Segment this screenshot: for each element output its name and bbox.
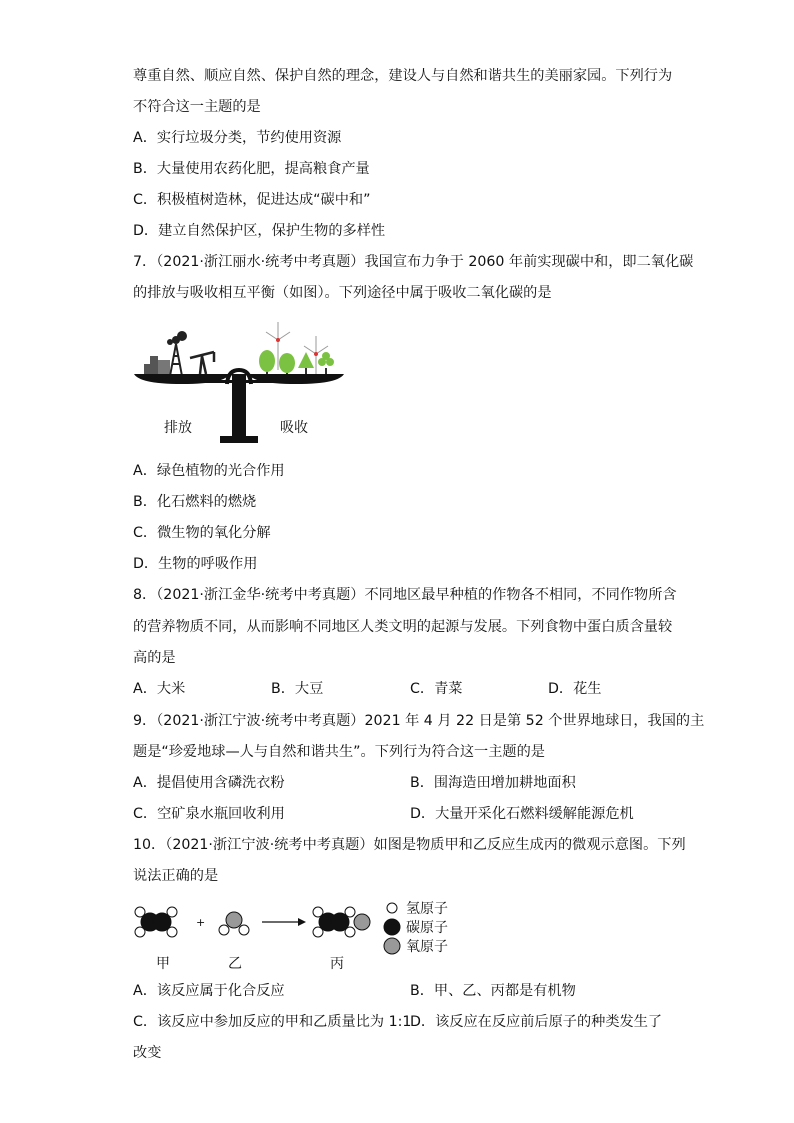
left-pan-label: 排放 xyxy=(164,420,192,436)
q6-option-c: C．积极植树造林，促进达成“碳中和” xyxy=(133,192,371,208)
balance-base xyxy=(220,436,258,443)
legend-carbon-swatch xyxy=(384,919,400,935)
q10-option-a: A．该反应属于化合反应 xyxy=(133,983,285,999)
q6-stem-line-2: 不符合这一主题的是 xyxy=(133,99,261,115)
q9-stem-line-2: 题是“珍爱地球—人与自然和谐共生”。下列行为符合这一主题的是 xyxy=(133,744,545,760)
q10-option-c: C．该反应中参加反应的甲和乙质量比为 1:1 xyxy=(133,1014,412,1030)
smoke-icon xyxy=(167,331,187,345)
molecule-bing xyxy=(313,907,370,937)
label-bing: 丙 xyxy=(330,956,344,972)
q10-option-d: D．该反应在反应前后原子的种类发生了 xyxy=(410,1014,663,1030)
label-yi: 乙 xyxy=(228,956,242,972)
q10-stem-line-2: 说法正确的是 xyxy=(133,868,219,884)
reaction-diagram xyxy=(128,896,468,976)
plus-sign: + xyxy=(196,916,206,929)
label-jia: 甲 xyxy=(156,956,170,972)
q10-stem-line-1: 10．（2021·浙江宁波·统考中考真题）如图是物质甲和乙反应生成丙的微观示意图。下列 xyxy=(133,837,686,853)
q6-stem-line-1: 尊重自然、顺应自然、保护自然的理念，建设人与自然和谐共生的美丽家园。下列行为 xyxy=(133,68,673,84)
balance-column xyxy=(232,374,246,440)
legend xyxy=(384,903,400,954)
oil-rig-icon xyxy=(170,344,182,376)
legend-oxygen-label: 氧原子 xyxy=(406,939,448,955)
q7-option-c: C．微生物的氧化分解 xyxy=(133,525,271,541)
factory-icon xyxy=(144,356,170,374)
q8-stem-line-2: 的营养物质不同，从而影响不同地区人类文明的起源与发展。下列食物中蛋白质含量较 xyxy=(133,619,673,635)
legend-oxygen-swatch xyxy=(384,938,400,954)
legend-hydrogen-swatch xyxy=(387,903,397,913)
q9-option-a: A．提倡使用含磷洗衣粉 xyxy=(133,775,285,791)
q9-option-c: C．空矿泉水瓶回收利用 xyxy=(133,806,285,822)
q8-stem-line-3: 高的是 xyxy=(133,650,176,666)
q9-option-d: D．大量开采化石燃料缓解能源危机 xyxy=(410,806,634,822)
q8-stem-line-1: 8．（2021·浙江金华·统考中考真题）不同地区最早种植的作物各不相同，不同作物所含 xyxy=(133,587,677,603)
tree-icons xyxy=(259,350,334,374)
q7-option-b: B．化石燃料的燃烧 xyxy=(133,494,257,510)
arrow-icon xyxy=(262,918,306,926)
q6-option-b: B．大量使用农药化肥，提高粮食产量 xyxy=(133,161,370,177)
q6-option-a: A．实行垃圾分类，节约使用资源 xyxy=(133,130,342,146)
right-pan-label: 吸收 xyxy=(280,420,308,436)
wind-turbine-icon xyxy=(266,322,328,374)
q6-option-d: D．建立自然保护区，保护生物的多样性 xyxy=(133,223,386,239)
carbon-balance-figure xyxy=(130,318,350,448)
q9-stem-line-1: 9．（2021·浙江宁波·统考中考真题）2021 年 4 月 22 日是第 52 个世界地球日，我国的主 xyxy=(133,713,705,729)
legend-carbon-label: 碳原子 xyxy=(406,920,448,936)
q7-stem-line-1: 7．（2021·浙江丽水·统考中考真题）我国宣布力争于 2060 年前实现碳中和，即二氧化碳 xyxy=(133,254,694,270)
q9-option-b: B．围海造田增加耕地面积 xyxy=(410,775,576,791)
q10-option-d-continued: 改变 xyxy=(133,1045,162,1061)
legend-hydrogen-label: 氢原子 xyxy=(406,901,448,917)
q7-stem-line-2: 的排放与吸收相互平衡（如图）。下列途径中属于吸收二氧化碳的是 xyxy=(133,285,552,301)
molecule-jia xyxy=(135,907,177,937)
pump-jack-icon xyxy=(190,352,214,374)
q8-option-c: C．青菜 xyxy=(410,681,463,697)
q7-option-d: D．生物的呼吸作用 xyxy=(133,556,258,572)
q7-option-a: A．绿色植物的光合作用 xyxy=(133,463,285,479)
q8-option-b: B．大豆 xyxy=(271,681,324,697)
q8-option-d: D．花生 xyxy=(548,681,602,697)
q8-option-a: A．大米 xyxy=(133,681,186,697)
molecule-yi xyxy=(219,912,249,935)
q10-option-b: B．甲、乙、丙都是有机物 xyxy=(410,983,576,999)
